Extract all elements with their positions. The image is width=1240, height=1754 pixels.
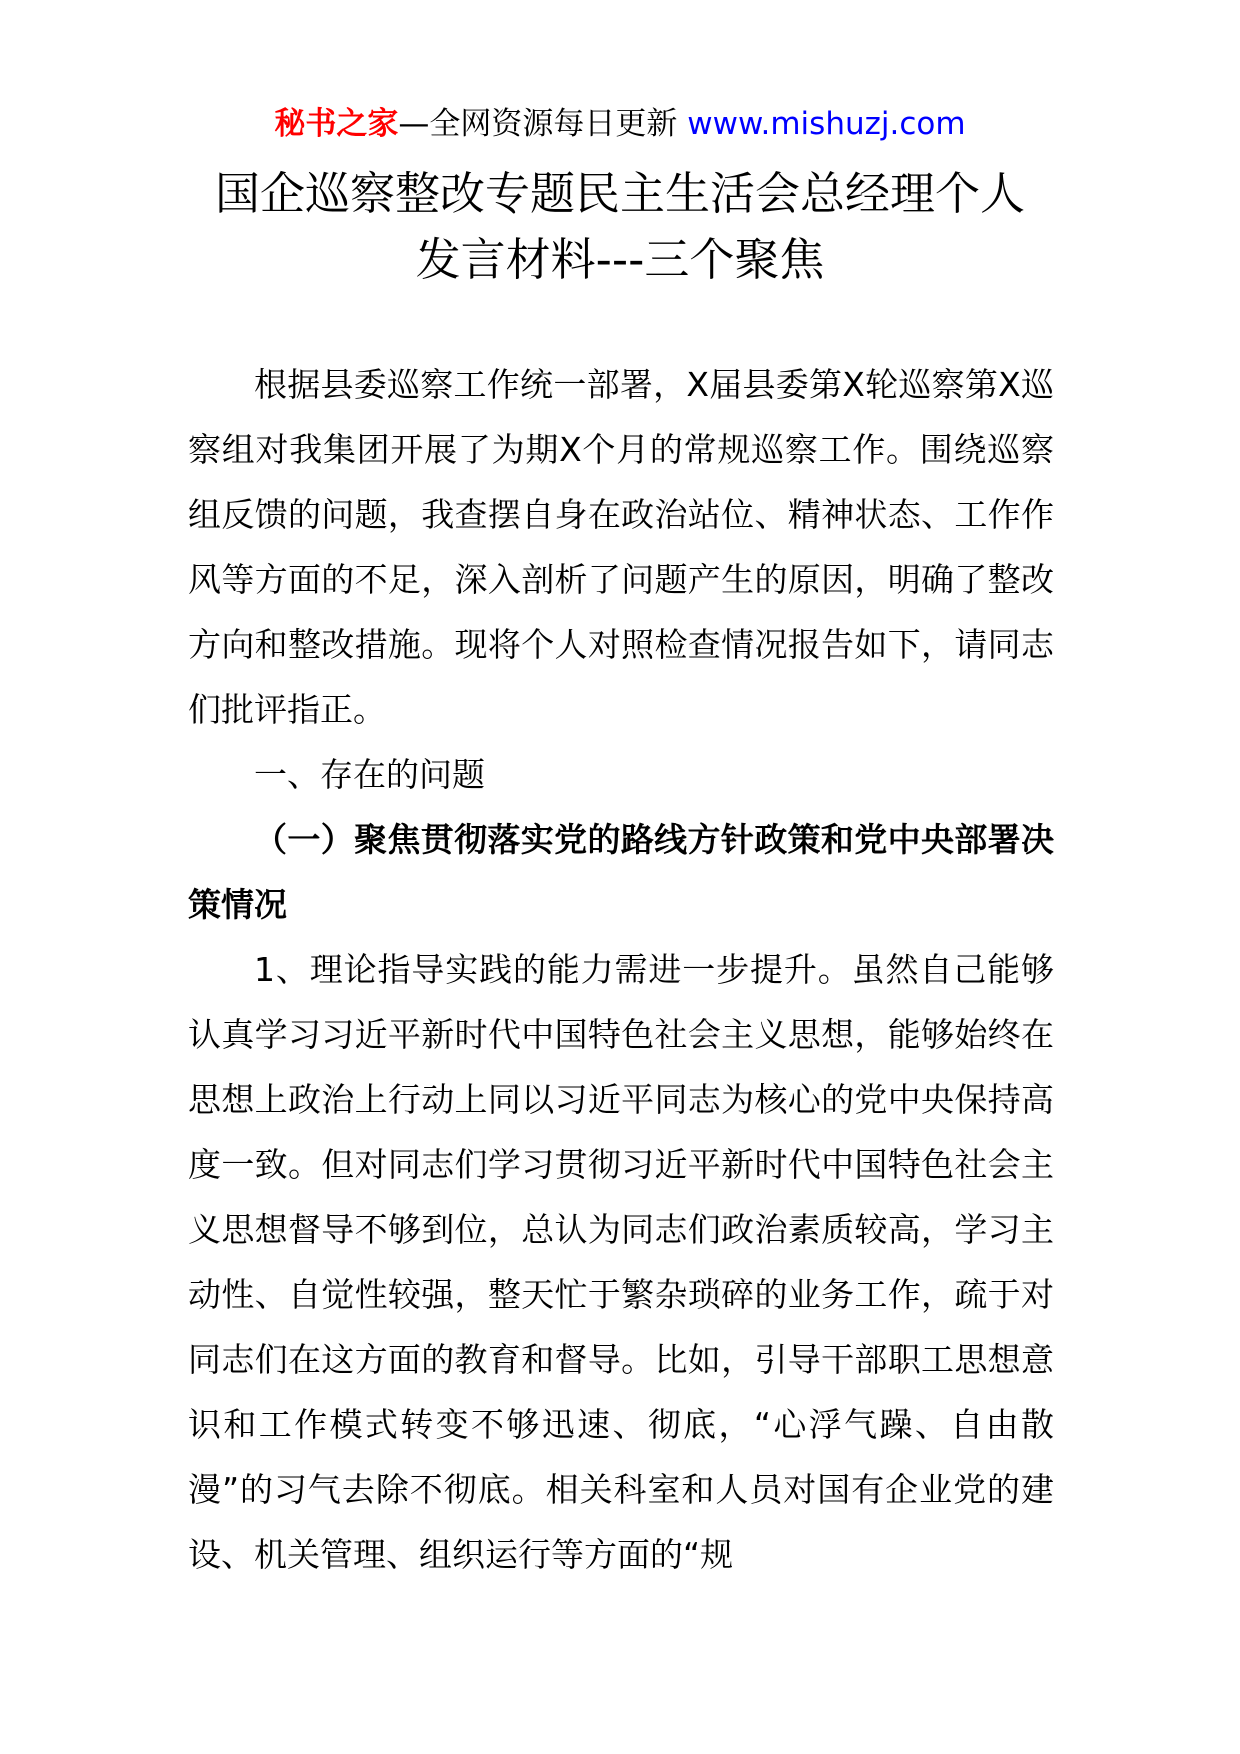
item-paragraph-1: 1、理论指导实践的能力需进一步提升。虽然自己能够认真学习习近平新时代中国特色社会主义思想，能够始终在思想上政治上行动上同以习近平同志为核心的党中央保持高度一致。但对同志们学习贯彻习近平新时代中国特色社会主义思想督导不够到位，总认为同志们政治素质较高，学习主动性、自觉性较强，整天忙于繁杂琐碎的业务工作，疏于对同志们在这方面的教育和督导。比如，引导干部职工思想意识和工作模式转变不够迅速、彻底，“心浮气躁、自由散漫”的习气去除不彻底。相关科室和人员对国有企业党的建设、机关管理、组织运行等方面的“规 bbox=[188, 950, 1054, 1574]
section-heading-problems: 一、存在的问题 bbox=[254, 755, 485, 794]
title-line-1: 国企巡察整改专题民主生活会总经理个人 bbox=[214, 167, 1025, 220]
header-tagline: —全网资源每日更新 bbox=[398, 106, 688, 142]
document-title bbox=[0, 161, 1240, 293]
document-body bbox=[188, 352, 1054, 1587]
site-header bbox=[0, 101, 1240, 147]
subsection-heading-focus-1: （一）聚焦贯彻落实党的路线方针政策和党中央部署决策情况 bbox=[188, 820, 1054, 924]
title-line-2: 发言材料---三个聚焦 bbox=[415, 233, 825, 286]
intro-paragraph: 根据县委巡察工作统一部署，X届县委第X轮巡察第X巡察组对我集团开展了为期X个月的常规巡察工作。围绕巡察组反馈的问题，我查摆自身在政治站位、精神状态、工作作风等方面的不足，深入剖析了问题产生的原因，明确了整改方向和整改措施。现将个人对照检查情况报告如下，请同志们批评指正。 bbox=[188, 365, 1054, 729]
brand-name: 秘书之家 bbox=[274, 106, 399, 142]
site-url[interactable]: www.mishuzj.com bbox=[687, 106, 966, 142]
